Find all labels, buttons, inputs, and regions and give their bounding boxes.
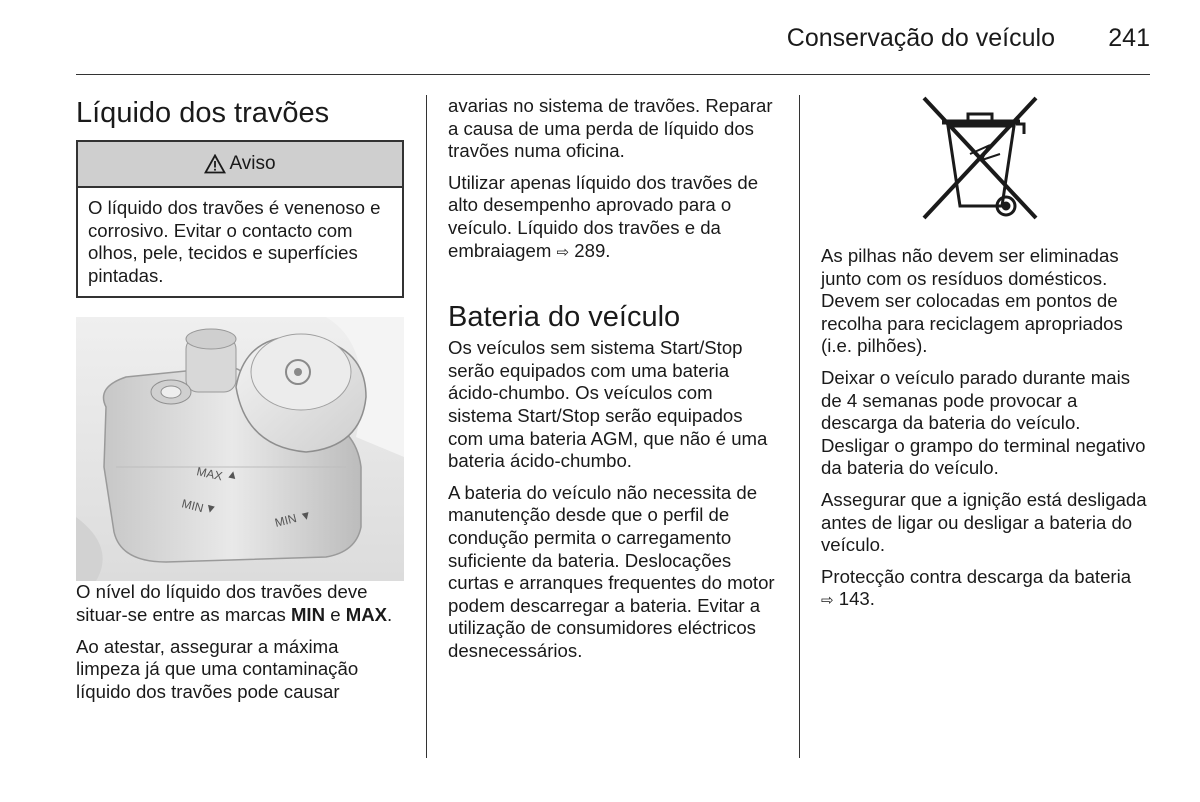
warning-triangle-icon — [204, 154, 226, 174]
min-mark-label-left: MIN — [180, 496, 206, 516]
level-paragraph: O nível do líquido dos travões deve situar-se entre as marcas MIN e MAX. — [76, 581, 393, 625]
column-divider-2 — [799, 95, 800, 758]
brake-fluid-heading: Líquido dos travões — [76, 97, 330, 129]
ignition-paragraph: Assegurar que a ignição está desligada antes de ligar ou desligar a bateria do veículo. — [821, 488, 1147, 556]
crossed-out-wheelie-bin-icon — [910, 94, 1050, 224]
battery-type-paragraph: Os veículos sem sistema Start/Stop serão equipados com uma bateria ácido-chumbo. Os veículos com sistema Start/Stop serão equipados com uma bateria AGM, que não é uma bateria ácido-chumbo. — [448, 337, 768, 472]
battery-maintenance-paragraph: A bateria do veículo não necessita de manutenção desde que o perfil de condução permita o carregamento suficiente da bateria. Deslocações curtas e arranques frequentes do motor podem descarregar a bateria. Evitar a utilização de consumidores eléctricos desnecessários. — [448, 481, 775, 661]
warning-text: O líquido dos travões é venenoso e corrosivo. Evitar o contacto com olhos, pele, tecidos e superfícies pintadas. — [88, 197, 381, 286]
parked-vehicle-paragraph: Deixar o veículo parado durante mais de 4 semanas pode provocar a descarga da bateria do veículo. Desligar o grampo do terminal negativo da bateria do veículo. — [821, 366, 1146, 479]
warning-header — [78, 142, 402, 188]
max-mark-label: MAX — [195, 464, 224, 484]
header-divider — [76, 74, 1150, 75]
topping-up-paragraph: Ao atestar, assegurar a máxima limpeza já que uma contaminação líquido dos travões pode causar — [76, 635, 359, 702]
warning-box — [76, 140, 404, 298]
brake-fluid-reservoir-illustration — [76, 317, 404, 581]
section-title: Conservação do veículo — [786, 24, 1055, 52]
brake-repair-paragraph: avarias no sistema de travões. Reparar a causa de uma perda de líquido dos travões numa oficina. — [448, 95, 773, 162]
approved-fluid-paragraph: Utilizar apenas líquido dos travões de alto desempenho aprovado para o veículo. Líquido dos travões e da embraiagem ⇨ 289. — [448, 171, 759, 261]
page-reference[interactable]: 143. — [838, 588, 875, 610]
max-mark-text: MAX — [345, 603, 388, 625]
svg-text:▼: ▼ — [203, 500, 219, 518]
page-number: 241 — [1108, 24, 1150, 52]
svg-text:▲: ▲ — [225, 466, 240, 483]
column-1 — [76, 94, 406, 712]
discharge-protection-paragraph: Protecção contra descarga da bateria ⇨ 143. — [821, 565, 1132, 610]
page-reference[interactable]: 289. — [574, 239, 611, 261]
min-mark-label-right: MIN — [273, 511, 299, 531]
svg-text:▼: ▼ — [298, 507, 314, 525]
column-3 — [821, 245, 1151, 622]
vehicle-battery-heading: Bateria do veículo — [448, 301, 681, 334]
min-mark-text: MIN — [290, 603, 326, 625]
page-reference-arrow-icon: ⇨ — [556, 243, 570, 261]
page-reference-arrow-icon: ⇨ — [821, 592, 834, 610]
brake-fluid-reservoir-image — [76, 317, 404, 581]
column-divider-1 — [426, 95, 427, 758]
column-2 — [448, 95, 778, 671]
warning-title: Aviso — [229, 152, 276, 174]
battery-disposal-paragraph: As pilhas não devem ser eliminadas junto com os resíduos domésticos. Devem ser colocadas em pontos de recolha para reciclagem apropriados (i.e. pilhões). — [821, 245, 1123, 357]
